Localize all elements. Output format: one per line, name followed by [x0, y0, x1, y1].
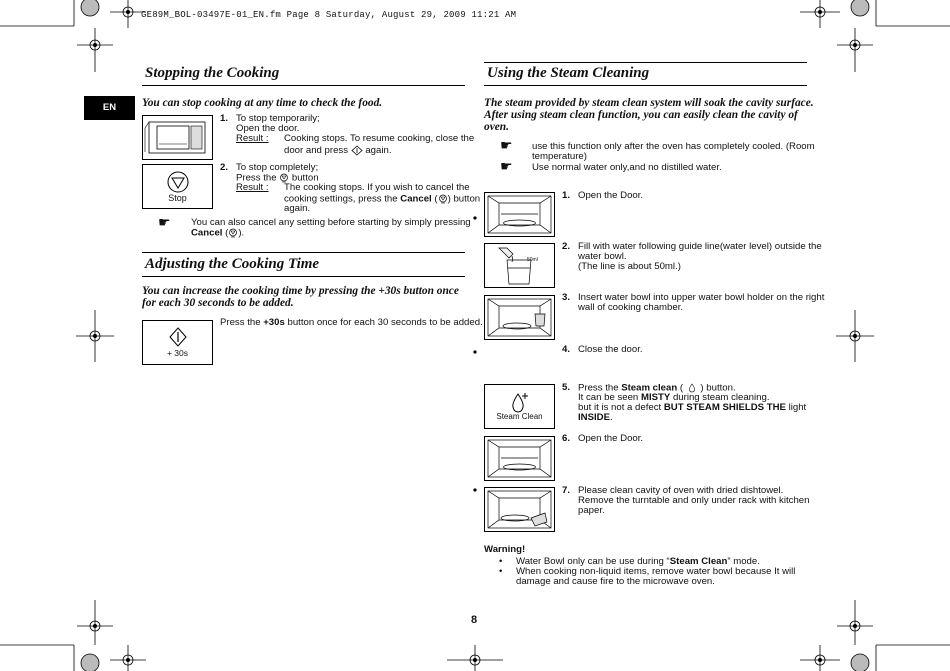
- steam-step6: Open the Door.: [578, 433, 644, 444]
- step-number: 6.: [562, 433, 571, 444]
- file-header-line: GE89M_BOL-03497E-01_EN.fm Page 8 Saturday, August 29, 2009 11:21 AM: [141, 10, 517, 20]
- adjusting-intro-line1: You can increase the cooking time by pressing the +30s button once: [142, 285, 459, 297]
- bullet: •: [499, 566, 503, 577]
- plus30s-button-image: [142, 320, 213, 365]
- steam-clean-label: Steam Clean: [496, 412, 543, 421]
- oven-cavity-image: [484, 436, 555, 481]
- result-label: Result :: [236, 182, 269, 193]
- cancel-small-icon: [438, 194, 448, 204]
- oven-cavity-icon: [485, 296, 554, 339]
- result-label: Result :: [236, 133, 269, 144]
- cancel-note-line1: You can also cancel any setting before starting by simply pressing: [191, 217, 471, 228]
- warning-title: Warning!: [484, 544, 526, 555]
- step2-line1: To stop completely;: [236, 162, 319, 173]
- oven-cavity-icon: [485, 437, 554, 480]
- step2-result-line1: The cooking stops. If you wish to cancel the: [284, 182, 470, 193]
- step-number: 1.: [562, 190, 571, 201]
- steam-title: Using the Steam Cleaning: [487, 65, 650, 81]
- steam-clean-button-image: [484, 384, 555, 429]
- step-number: 2.: [220, 162, 229, 173]
- water-bowl-icon: [485, 244, 554, 287]
- step1-result-line1: Cooking stops. To resume cooking, close the: [284, 133, 475, 144]
- stop-button-image: [142, 164, 213, 209]
- step2-result-line2: cooking settings, press the Cancel ( ) button: [284, 193, 481, 205]
- steam-step7-line3: paper.: [578, 505, 605, 516]
- bullet: •: [499, 556, 503, 567]
- title-rule: [484, 85, 807, 86]
- steam-note2: Use normal water only,and no distilled water.: [532, 162, 722, 173]
- step1-result-line2: door and press again.: [284, 145, 392, 157]
- adjusting-intro-line2: for each 30 seconds to be added.: [142, 297, 294, 309]
- oven-cavity-icon: [485, 488, 554, 531]
- steam-step7-line2: Remove the turntable and only under rack with kitchen: [578, 495, 810, 506]
- title-rule: [142, 85, 465, 86]
- plus30s-label: + 30s: [166, 348, 189, 358]
- steam-step4: Close the door.: [578, 344, 643, 355]
- cancel-note-line2: Cancel ( ).: [191, 227, 245, 239]
- step2-result-line3: again.: [284, 203, 311, 214]
- step-number: 3.: [562, 292, 571, 303]
- adjusting-title: Adjusting the Cooking Time: [145, 256, 320, 272]
- steam-note1-line1: use this function only after the oven has completely cooled. (Room: [532, 141, 815, 152]
- insert-bowl-image: [484, 295, 555, 340]
- adjusting-instruction: Press the +30s button once for each 30 seconds to be added.: [220, 317, 483, 328]
- clean-cavity-image: [484, 487, 555, 532]
- steam-step2-line3: (The line is about 50ml.): [578, 261, 681, 272]
- steam-intro-line3: oven.: [484, 121, 509, 133]
- open-oven-image: [142, 115, 213, 160]
- stopping-intro: You can stop cooking at any time to check the food.: [142, 97, 383, 109]
- step1-line2: Open the door.: [236, 123, 300, 134]
- page-number: 8: [471, 614, 478, 626]
- steam-step5-line2: It can be seen MISTY during steam cleaning.: [578, 392, 770, 403]
- steam-step7-line1: Please clean cavity of oven with dried dishtowel.: [578, 485, 784, 496]
- start-diamond-icon: [351, 145, 363, 156]
- title-rule: [142, 252, 465, 253]
- step-number: 4.: [562, 344, 571, 355]
- title-rule: [484, 62, 807, 63]
- oven-cavity-icon: [485, 193, 554, 236]
- step1-line1: To stop temporarily;: [236, 113, 320, 124]
- warning-item-2-line2: damage and cause fire to the microwave oven.: [516, 576, 715, 587]
- steam-note1-line2: temperature): [532, 151, 587, 162]
- title-rule: [142, 276, 465, 277]
- steam-intro-line2: After using steam clean function, you can easily clean the cavity of: [484, 109, 798, 121]
- stopping-title: Stopping the Cooking: [145, 65, 280, 81]
- steam-step3-line1: Insert water bowl into upper water bowl holder on the right: [578, 292, 825, 303]
- step2-line2: Press the button: [236, 172, 319, 184]
- steam-intro-line1: The steam provided by steam clean system will soak the cavity surface.: [484, 97, 814, 109]
- steam-step2-line1: Fill with water following guide line(water level) outside the: [578, 241, 822, 252]
- pointing-hand-icon: ☛: [500, 158, 513, 174]
- language-tab: EN: [84, 96, 135, 120]
- water-bowl-image: [484, 243, 555, 288]
- steam-step1: Open the Door.: [578, 190, 644, 201]
- microwave-open-icon: [143, 116, 212, 159]
- water-drop-icon: [485, 385, 554, 415]
- warning-item-1: Water Bowl only can be use during “Steam Clean” mode.: [516, 556, 760, 567]
- bowl-level-label: 50ml: [527, 257, 538, 263]
- pointing-hand-icon: ☛: [158, 214, 171, 230]
- step-number: 2.: [562, 241, 571, 252]
- cancel-small-icon: [228, 228, 238, 238]
- stop-label: Stop: [168, 193, 187, 203]
- oven-cavity-image: [484, 192, 555, 237]
- step-number: 1.: [220, 113, 229, 124]
- steam-step5-line1: Press the Steam clean ( ) button.: [578, 382, 736, 394]
- step-number: 5.: [562, 382, 571, 393]
- pointing-hand-icon: ☛: [500, 137, 513, 153]
- steam-step5-line4: INSIDE.: [578, 412, 613, 423]
- steam-step3-line2: wall of cooking chamber.: [578, 302, 684, 313]
- steam-step2-line2: water bowl.: [578, 251, 627, 262]
- steam-step5-line3: but it is not a defect BUT STEAM SHIELDS THE light: [578, 402, 807, 413]
- warning-item-2-line1: When cooking non-liquid items, remove water bowl because It will: [516, 566, 796, 577]
- step-number: 7.: [562, 485, 571, 496]
